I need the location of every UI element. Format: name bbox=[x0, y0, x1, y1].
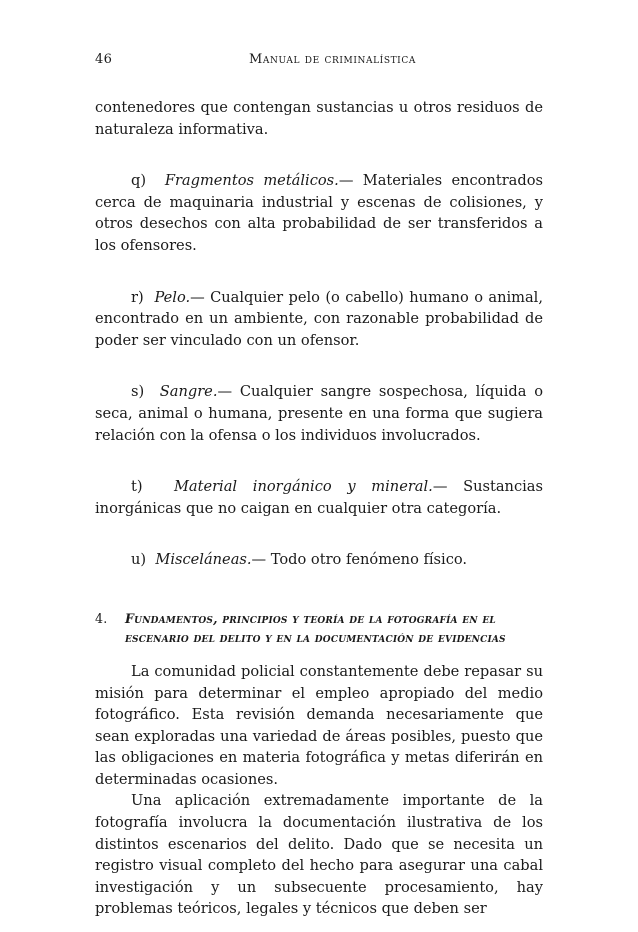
paragraph-continuation: contenedores que contengan sustancias u otros residuos de naturaleza informativa. bbox=[95, 99, 543, 138]
item-label: Material inorgánico y mineral. bbox=[173, 478, 433, 496]
running-head: Manual de criminalística bbox=[249, 52, 416, 67]
item-marker: r) bbox=[131, 288, 144, 306]
item-text: — Cualquier sangre sospechosa, líquida o seca, animal o humana, presente en una forma que sugiera relación con la ofensa o los individuos involucrados. bbox=[95, 383, 543, 444]
list-item-r bbox=[95, 287, 543, 352]
item-text: — Materiales encontrados cerca de maquinaria industrial y escenas de colisiones, y otros desechos con alta probabilidad de ser transferidos a los ofensores. bbox=[95, 172, 543, 254]
item-label: Fragmentos metálicos. bbox=[164, 172, 339, 190]
body-paragraph: La comunidad policial constantemente debe repasar su misión para determinar el empleo apropiado del medio fotográfico. Esta revisión demanda necesariamente que sean exploradas una variedad de áreas posibles, puesto que las obligaciones en materia fotográfica y metas diferirán en determinadas ocasiones. bbox=[95, 662, 543, 788]
item-marker: q) bbox=[131, 172, 147, 190]
item-marker: s) bbox=[131, 383, 145, 401]
item-text: — Sustancias inorgánicas que no caigan en cualquier otra categoría. bbox=[95, 478, 543, 517]
page-number: 46 bbox=[95, 52, 113, 67]
item-marker: u) bbox=[131, 551, 147, 569]
page-header bbox=[95, 52, 543, 72]
item-marker: t) bbox=[131, 478, 143, 496]
section-title: Fundamentos, principios y teoría de la fotografía en el escenario del delito y en la documentación de evidencias bbox=[125, 610, 506, 645]
list-item-s bbox=[95, 381, 543, 446]
list-item-q bbox=[95, 170, 543, 256]
item-label: Misceláneas. bbox=[155, 551, 252, 569]
item-text: — Cualquier pelo (o cabello) humano o animal, encontrado en un ambiente, con razonable probabilidad de poder ser vinculado con un ofensor. bbox=[95, 288, 543, 349]
item-text: — Todo otro fenómeno físico. bbox=[251, 551, 468, 569]
section-heading bbox=[95, 609, 543, 647]
item-label: Sangre. bbox=[159, 383, 218, 401]
page-body bbox=[95, 97, 543, 920]
section-number: 4. bbox=[95, 610, 108, 626]
list-item-u bbox=[95, 549, 543, 571]
list-item-t bbox=[95, 476, 543, 519]
item-label: Pelo. bbox=[154, 288, 191, 306]
body-paragraph: Una aplicación extremadamente importante de la fotografía involucra la documentación ilustrativa de los distintos escenarios del delito. Dado que se necesita un registro visual completo del hecho para asegurar una cabal investigación y un subsecuente procesamiento, hay problemas teóricos, legales y técnicos que deben ser bbox=[95, 792, 543, 918]
